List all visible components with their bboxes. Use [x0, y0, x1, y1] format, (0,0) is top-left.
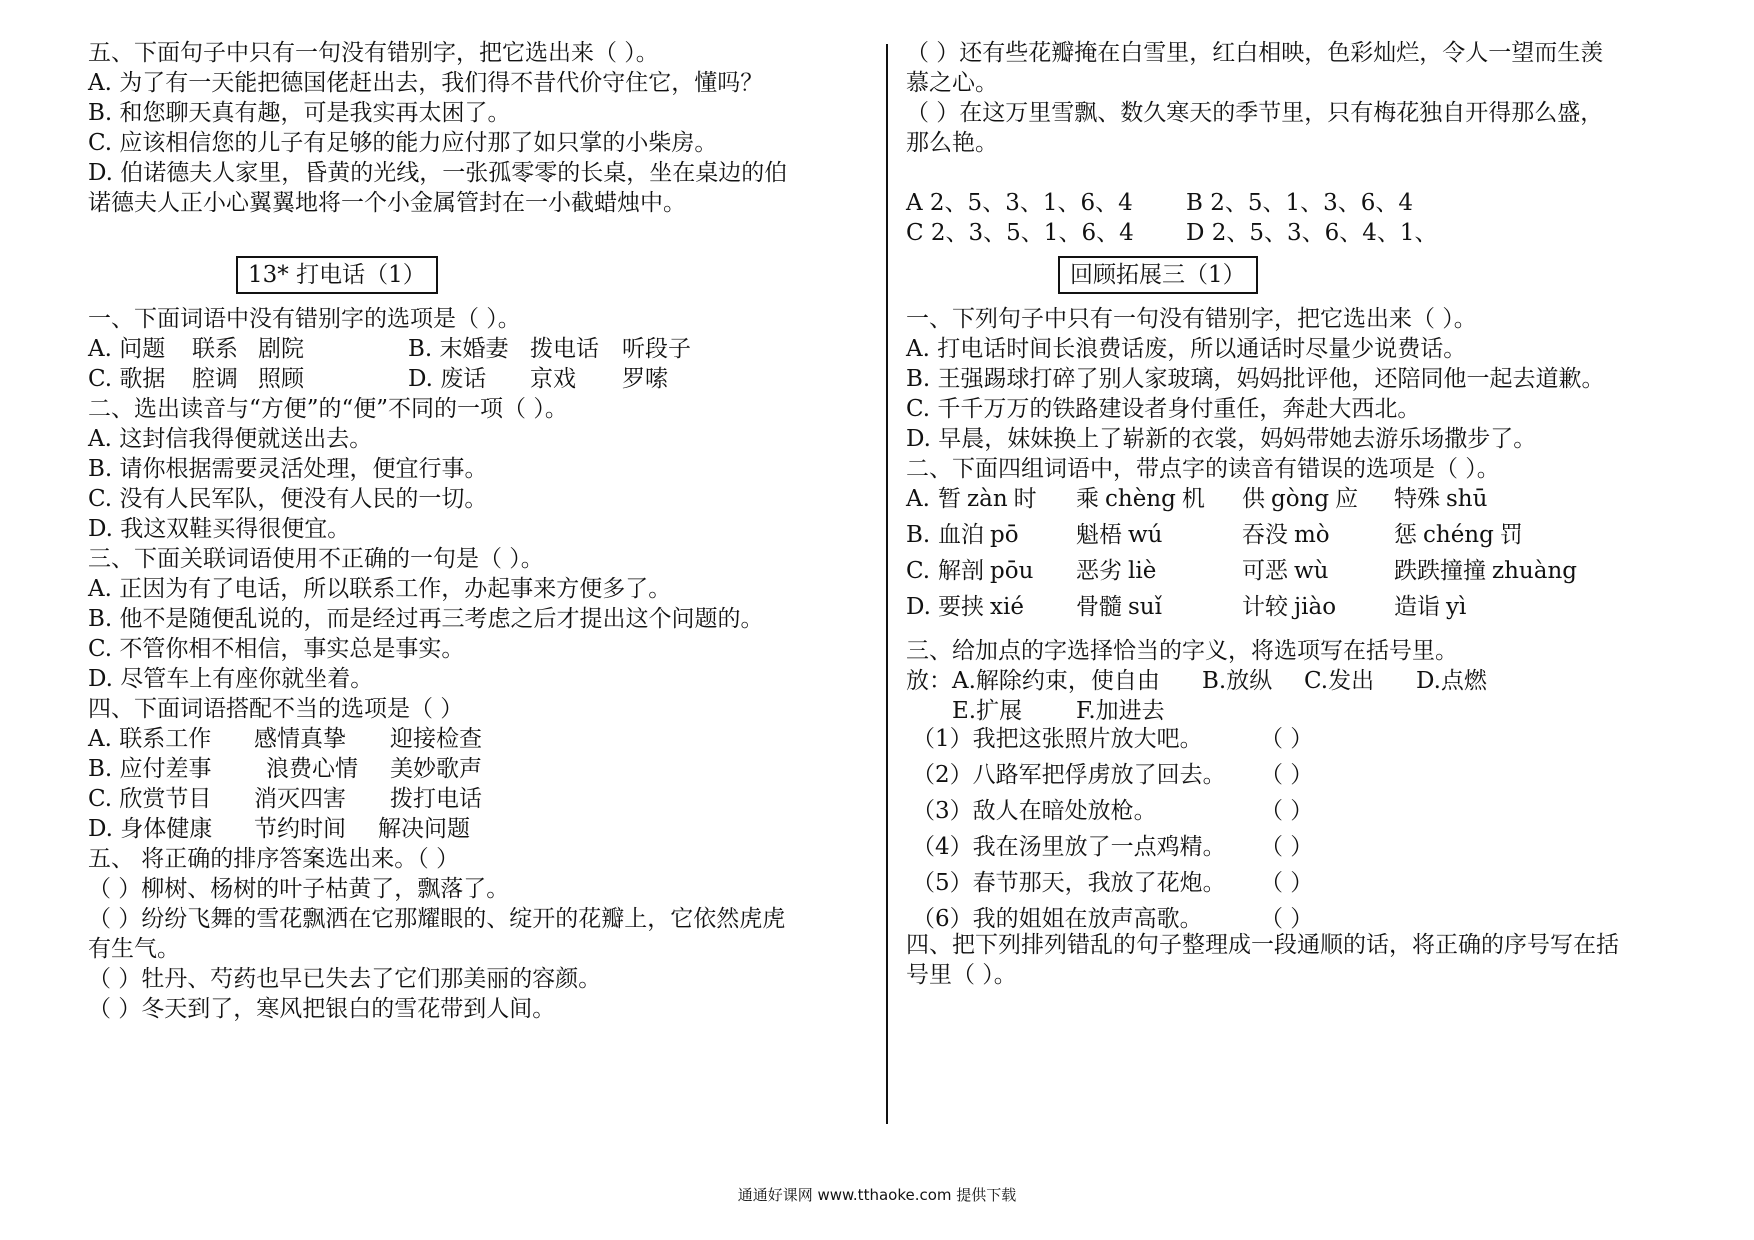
option-c: C. 千千万万的铁路建设者身付重任，奔赴大西北。: [906, 396, 1421, 422]
phrase: 拨打电话: [390, 786, 482, 812]
definition: 放：A.解除约束，使自由: [906, 668, 1160, 694]
word: 解剖: [938, 558, 984, 584]
option-b: B. 和您聊天真有趣，可是我实再太困了。: [88, 100, 511, 126]
sentence: （ ）纷纷飞舞的雪花飘洒在它那耀眼的、绽开的花瓣上，它依然虎虎: [88, 906, 786, 932]
pinyin-item: [1076, 592, 1168, 622]
option-d: D. 我这双鞋买得很便宜。: [88, 516, 351, 542]
word: 跌跌撞撞: [1394, 558, 1486, 584]
word: 联系: [192, 336, 238, 362]
phrase: 节约时间: [254, 816, 346, 842]
word: 罗嗦: [622, 366, 668, 392]
sentence: （6）我的姐姐在放声高歌。: [912, 906, 1203, 932]
word: 恶劣: [1076, 558, 1122, 584]
pinyin-item: [1242, 520, 1336, 550]
sentence: （1）我把这张照片放大吧。: [912, 726, 1203, 752]
answer-blank[interactable]: （ ）: [1260, 870, 1314, 896]
pinyin: gòng: [1271, 486, 1330, 512]
pinyin-item: [1242, 484, 1358, 514]
option-d: D. 伯诺德夫人家里，昏黄的光线，一张孤零零的长桌，坐在桌边的伯: [88, 160, 788, 186]
option-a: A. 打电话时间长浪费话废，所以通话时尽量少说费话。: [906, 336, 1467, 362]
pinyin-item: [1242, 556, 1335, 586]
phrase: 浪费心情: [266, 756, 358, 782]
question-stem: 二、下面四组词语中，带点字的读音有错误的选项是（ ）。: [906, 456, 1500, 482]
word: A. 问题: [88, 336, 166, 362]
pinyin-item: [1242, 592, 1342, 622]
footer-credit: 通通好课网 www.tthaoke.com 提供下载: [737, 1186, 1017, 1204]
order-option-b: B 2、5、1、3、6、4: [1186, 190, 1414, 216]
option-a: A. 正因为有了电话，所以联系工作，办起事来方便多了。: [88, 576, 672, 602]
pinyin-item: [938, 520, 1025, 550]
question-stem: 五、 将正确的排序答案选出来。（ ）: [88, 846, 460, 872]
sentence: （ ）冬天到了，寒风把银白的雪花带到人间。: [88, 996, 556, 1022]
sentence: （3）敌人在暗处放枪。: [912, 798, 1157, 824]
question-stem: 五、下面句子中只有一句没有错别字，把它选出来（ ）。: [88, 40, 659, 66]
question-stem: 三、下面关联词语使用不正确的一句是（ ）。: [88, 546, 544, 572]
word: D. 废话: [408, 366, 487, 392]
section-title: 13* 打电话（1）: [236, 256, 438, 294]
pinyin-item: [1394, 520, 1523, 550]
word: 腔调: [192, 366, 238, 392]
sentence: （5）春节那天，我放了花炮。: [912, 870, 1226, 896]
order-option-d: D 2、5、3、6、4、1、: [1186, 220, 1438, 246]
phrase: 美妙歌声: [390, 756, 482, 782]
option-d-cont: 诺德夫人正小心翼翼地将一个小金属管封在一小截蜡烛中。: [88, 190, 686, 216]
definition: C.发出: [1304, 668, 1375, 694]
question-stem: 一、下面词语中没有错别字的选项是（ ）。: [88, 306, 521, 332]
word: B. 末婚妻: [408, 336, 509, 362]
option-label: C.: [906, 558, 931, 584]
question-stem: 三、给加点的字选择恰当的字义，将选项写在括号里。: [906, 638, 1458, 664]
question-stem: 一、下列句子中只有一句没有错别字，把它选出来（ ）。: [906, 306, 1477, 332]
pinyin-item: [938, 484, 1037, 514]
phrase: 迎接检查: [390, 726, 482, 752]
word: 计较: [1242, 594, 1288, 620]
pinyin: zhuàng: [1492, 558, 1577, 584]
word: 吞没: [1242, 522, 1288, 548]
question-stem-cont: 号里（ ）。: [906, 962, 1017, 988]
question-stem: 二、选出读音与“方便”的“便”不同的一项（ ）。: [88, 396, 568, 422]
pinyin-item: [938, 592, 1030, 622]
phrase: 感情真挚: [254, 726, 346, 752]
definition: D.点燃: [1416, 668, 1487, 694]
sentence-cont: 有生气。: [88, 936, 180, 962]
word: 造诣: [1394, 594, 1440, 620]
sentence: （ ）牡丹、芍药也早已失去了它们那美丽的容颜。: [88, 966, 602, 992]
word: C. 歌据: [88, 366, 166, 392]
column-divider: [886, 44, 888, 1124]
pinyin: yì: [1446, 594, 1467, 620]
pinyin: pōu: [990, 558, 1034, 584]
pinyin-item: [1394, 556, 1583, 586]
phrase: A. 联系工作: [88, 726, 212, 752]
phrase: D. 身体健康: [88, 816, 213, 842]
pinyin-item: [938, 556, 1039, 586]
word-tail: 罚: [1499, 522, 1523, 548]
sentence: （ ）在这万里雪飘、数久寒天的季节里，只有梅花独自开得那么盛，: [906, 100, 1604, 126]
answer-blank[interactable]: （ ）: [1260, 726, 1314, 752]
option-label: D.: [906, 594, 931, 620]
pinyin: xié: [990, 594, 1024, 620]
question-stem: 四、把下列排列错乱的句子整理成一段通顺的话，将正确的序号写在括: [906, 932, 1619, 958]
answer-blank[interactable]: （ ）: [1260, 906, 1314, 932]
pinyin: jiào: [1294, 594, 1337, 620]
pinyin: wù: [1294, 558, 1329, 584]
answer-blank[interactable]: （ ）: [1260, 762, 1314, 788]
sentence: （2）八路军把俘虏放了回去。: [912, 762, 1226, 788]
pinyin: mò: [1294, 522, 1330, 548]
word: 要挟: [938, 594, 984, 620]
pinyin: shū: [1446, 486, 1488, 512]
word: 照顾: [258, 366, 304, 392]
word: 暂: [938, 486, 961, 512]
option-d: D. 尽管车上有座你就坐着。: [88, 666, 374, 692]
option-b: B. 他不是随便乱说的，而是经过再三考虑之后才提出这个问题的。: [88, 606, 764, 632]
word-tail: 机: [1181, 486, 1205, 512]
option-b: B. 王强踢球打碎了别人家玻璃，妈妈批评他，还陪同他一起去道歉。: [906, 366, 1605, 392]
pinyin: suǐ: [1128, 594, 1162, 620]
pinyin: chèng: [1105, 486, 1176, 512]
sentence-cont: 慕之心。: [906, 70, 998, 96]
word-tail: 应: [1335, 486, 1359, 512]
word: 特殊: [1394, 486, 1440, 512]
option-label: A.: [906, 486, 930, 512]
section-title: 回顾拓展三（1）: [1058, 256, 1258, 294]
word: 拨电话: [530, 336, 599, 362]
sentence-cont: 那么艳。: [906, 130, 998, 156]
option-a: A. 这封信我得便就送出去。: [88, 426, 373, 452]
pinyin: liè: [1128, 558, 1157, 584]
pinyin-item: [1394, 484, 1493, 514]
word: 京戏: [530, 366, 576, 392]
word: 乘: [1076, 486, 1099, 512]
word: 血泊: [938, 522, 984, 548]
order-option-c: C 2、3、5、1、6、4: [906, 220, 1134, 246]
word: 惩: [1394, 522, 1417, 548]
word: 魁梧: [1076, 522, 1122, 548]
pinyin: wú: [1128, 522, 1163, 548]
pinyin: pō: [990, 522, 1019, 548]
word: 剧院: [258, 336, 304, 362]
definition: F.加进去: [1076, 698, 1165, 724]
pinyin: zàn: [967, 486, 1008, 512]
pinyin-item: [1076, 556, 1162, 586]
option-c: C. 没有人民军队，便没有人民的一切。: [88, 486, 488, 512]
option-b: B. 请你根据需要灵活处理，便宜行事。: [88, 456, 488, 482]
pinyin-item: [1076, 520, 1169, 550]
word: 供: [1242, 486, 1265, 512]
definition: E.扩展: [952, 698, 1023, 724]
pinyin-item: [1076, 484, 1205, 514]
phrase: C. 欣赏节目: [88, 786, 212, 812]
option-c: C. 不管你相不相信，事实总是事实。: [88, 636, 465, 662]
word: 骨髓: [1076, 594, 1122, 620]
option-label: B.: [906, 522, 931, 548]
option-a: A. 为了有一天能把德国佬赶出去，我们得不昔代价守住它，懂吗？: [88, 70, 764, 96]
answer-blank[interactable]: （ ）: [1260, 798, 1314, 824]
pinyin-item: [1394, 592, 1472, 622]
answer-blank[interactable]: （ ）: [1260, 834, 1314, 860]
sentence: （4）我在汤里放了一点鸡精。: [912, 834, 1226, 860]
word: 可恶: [1242, 558, 1288, 584]
word-tail: 时: [1013, 486, 1037, 512]
phrase: 解决问题: [378, 816, 470, 842]
word: 听段子: [622, 336, 691, 362]
sentence: （ ）还有些花瓣掩在白雪里，红白相映，色彩灿烂，令人一望而生羡: [906, 40, 1604, 66]
phrase: B. 应付差事: [88, 756, 212, 782]
pinyin: chéng: [1423, 522, 1494, 548]
phrase: 消灭四害: [254, 786, 346, 812]
question-stem: 四、下面词语搭配不当的选项是（ ）: [88, 696, 464, 722]
order-option-a: A 2、5、3、1、6、4: [906, 190, 1133, 216]
definition: B.放纵: [1202, 668, 1273, 694]
option-c: C. 应该相信您的儿子有足够的能力应付那了如只掌的小柴房。: [88, 130, 718, 156]
option-d: D. 早晨，妹妹换上了崭新的衣裳，妈妈带她去游乐场撒步了。: [906, 426, 1537, 452]
sentence: （ ）柳树、杨树的叶子枯黄了，飘落了。: [88, 876, 510, 902]
